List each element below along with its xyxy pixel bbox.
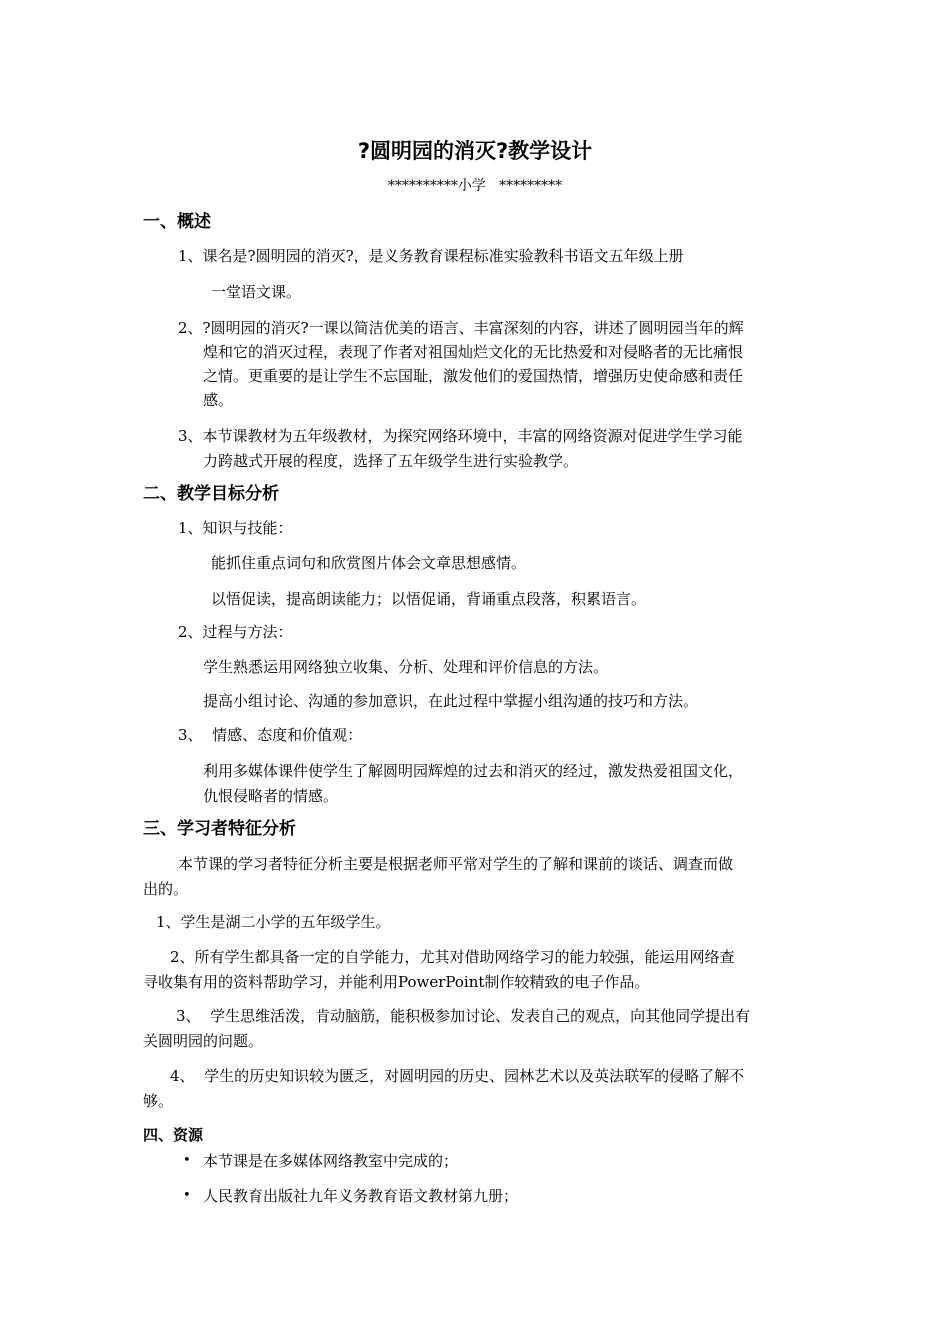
s3-p3-line1: 3、 学生思维活泼，肯动脑筋，能积极参加讨论、发表自己的观点，向其他同学提出有 [176,1007,751,1025]
document-title: ?圆明园的消灭?教学设计 [357,139,593,163]
s3-p3-line2: 关圆明园的问题。 [143,1032,264,1050]
s3-p4-line2: 够。 [143,1092,174,1110]
s1-p2-line4: 感。 [203,391,234,409]
s4-bullet-1: 本节课是在多媒体网络教室中完成的； [203,1152,459,1170]
s1-p3-line2: 力跨越式开展的程度，选择了五年级学生进行实验教学。 [203,452,579,470]
s2-item1-b: 以悟促读，提高朗读能力；以悟促诵，背诵重点段落，积累语言。 [211,590,647,608]
bullet-icon: • [183,1153,191,1168]
s1-p1-line2: 一堂语文课。 [211,283,302,301]
s2-item2-a: 学生熟悉运用网络独立收集、分析、处理和评价信息的方法。 [203,658,609,676]
s2-item3-a-line2: 仇恨侵略者的情感。 [203,787,339,805]
s2-item3: 3、 情感、态度和价值观： [178,726,363,744]
s2-item2: 2、过程与方法： [178,623,293,641]
s3-p2-line1: 2、所有学生都具备一定的自学能力，尤其对借助网络学习的能力较强，能运用网络查 [170,948,735,966]
s1-p2-line1: 2、?圆明园的消灭?一课以简洁优美的语言、丰富深刻的内容，讲述了圆明园当年的辉 [178,319,744,337]
s3-intro-line1: 本节课的学习者特征分析主要是根据老师平常对学生的了解和课前的谈话、调查而做 [178,855,734,873]
s2-item3-a-line1: 利用多媒体课件使学生了解圆明园辉煌的过去和消灭的经过，激发热爱祖国文化， [203,762,744,780]
section-3-heading: 三、学习者特征分析 [143,819,296,839]
s2-item1: 1、知识与技能： [178,519,293,537]
s4-bullet-2: 人民教育出版社九年义务教育语文教材第九册； [203,1187,519,1205]
s3-p1: 1、学生是湖二小学的五年级学生。 [156,913,391,931]
s2-item1-a: 能抓住重点词句和欣赏图片体会文章思想感情。 [211,554,527,572]
section-2-heading: 二、教学目标分析 [143,484,279,504]
s3-p2-line2: 寻收集有用的资料帮助学习，并能利用PowerPoint制作较精致的电子作品。 [143,973,650,991]
s1-p1-line1: 1、课名是?圆明园的消灭?，是义务教育课程标准实验教科书语文五年级上册 [178,247,684,265]
bullet-icon: • [183,1188,191,1203]
s2-item2-b: 提高小组讨论、沟通的参加意识，在此过程中掌握小组沟通的技巧和方法。 [203,692,699,710]
s1-p2-line3: 之情。更重要的是让学生不忘国耻，激发他们的爱国热情，增强历史使命感和责任 [203,367,744,385]
section-1-heading: 一、概述 [143,212,211,232]
s1-p2-line2: 煌和它的消灭过程，表现了作者对祖国灿烂文化的无比热爱和对侵略者的无比痛恨 [203,343,744,361]
s3-intro-line2: 出的。 [143,880,189,898]
document-subtitle: **********小学 ********* [387,178,563,194]
s1-p3-line1: 3、本节课教材为五年级教材，为探究网络环境中，丰富的网络资源对促进学生学习能 [178,427,743,445]
section-4-heading: 四、资源 [143,1126,204,1144]
s3-p4-line1: 4、 学生的历史知识较为匮乏，对圆明园的历史、园林艺术以及英法联军的侵略了解不 [170,1067,745,1085]
